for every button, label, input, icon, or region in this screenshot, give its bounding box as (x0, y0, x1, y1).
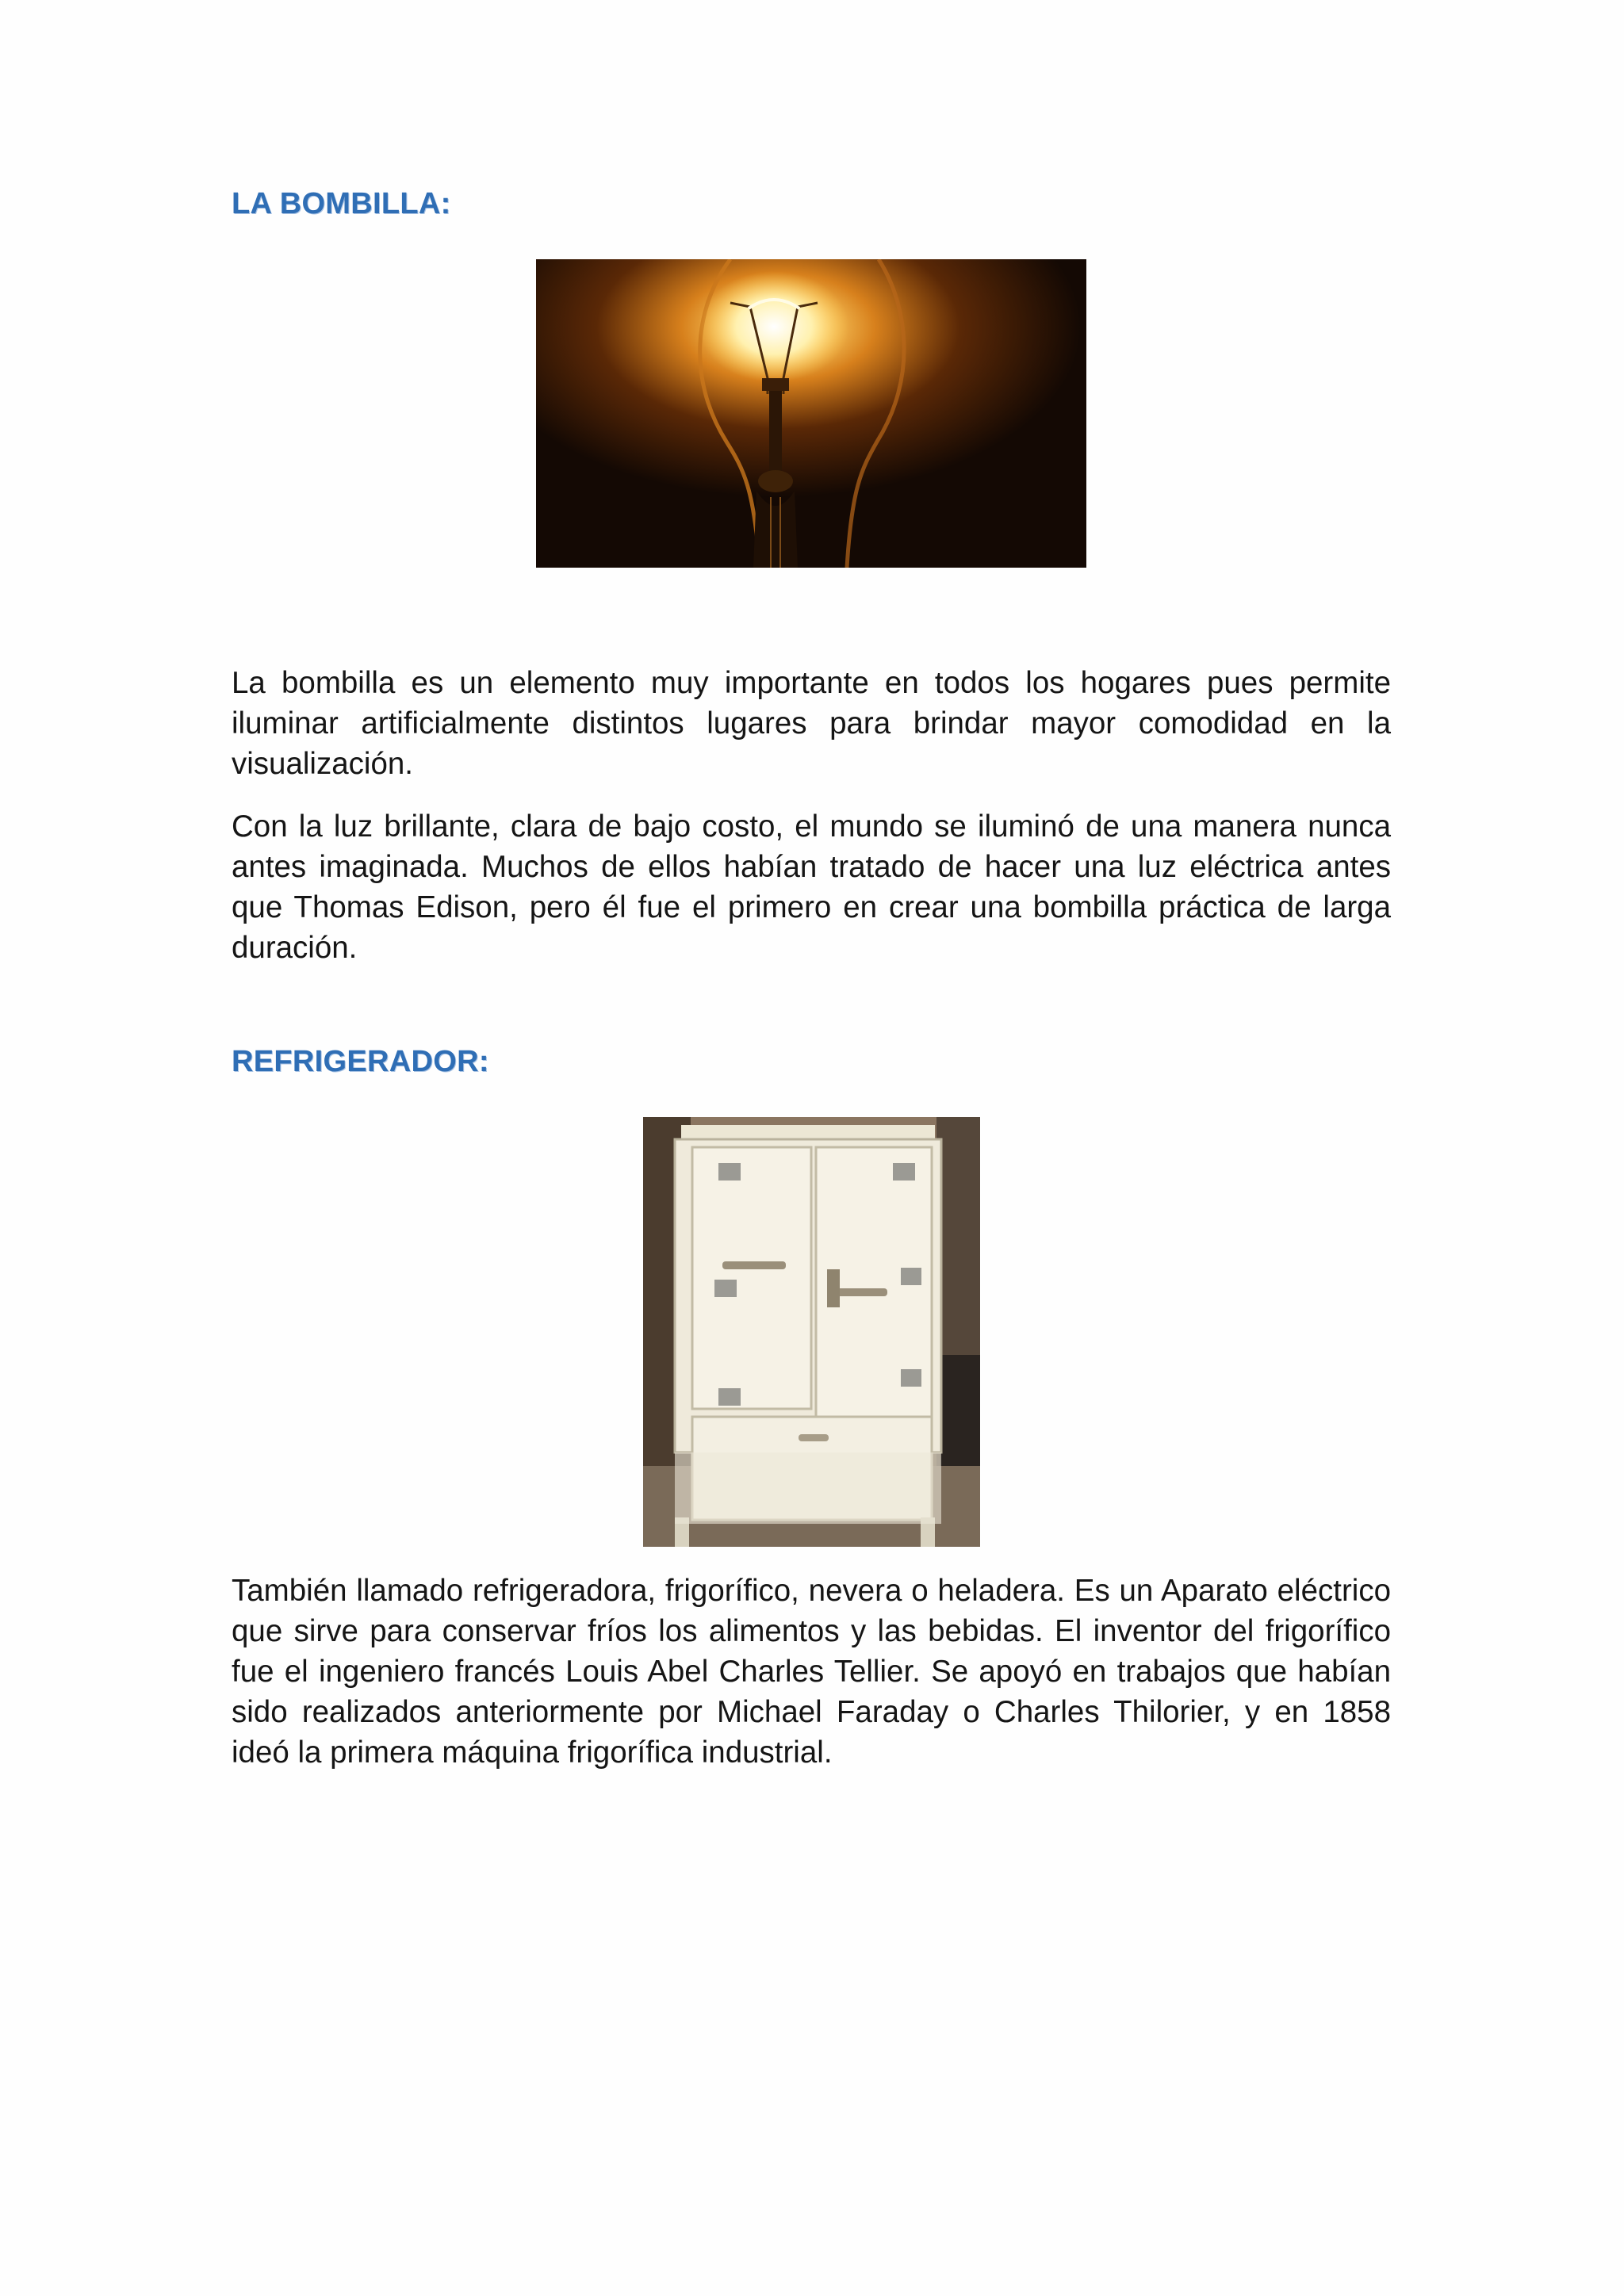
section-heading-bombilla: LA BOMBILLA: (232, 187, 451, 220)
light-bulb-illustration (536, 259, 1086, 568)
vintage-refrigerator-photo (643, 1117, 980, 1547)
paragraph-refrigerador: También llamado refrigeradora, frigorífico, nevera o heladera. Es un Aparato eléctrico que sirve para conservar fríos los alimentos y las bebidas. El inventor del frigorífico fue el ingeniero francés Louis Abel Charles Tellier. Se apoyó en trabajos que habían sido realizados anteriormente por Michael Faraday o Charles Thilorier, y en 1858 ideó la primera máquina frigorífica industrial. (232, 1574, 1391, 1770)
paragraph-bombilla-1: La bombilla es un elemento muy importante en todos los hogares pues permite iluminar artificialmente distintos lugares para brindar mayor comodidad en la visualización. (232, 666, 1391, 781)
refrigerator-illustration (643, 1117, 980, 1547)
paragraph-bombilla-2: Con la luz brillante, clara de bajo costo, el mundo se iluminó de una manera nunca antes imaginada. Muchos de ellos habían tratado de hacer una luz eléctrica antes que Thomas Edison, pero él fue el primero en crear una bombilla práctica de larga duración. (232, 809, 1391, 965)
light-bulb-photo (536, 259, 1086, 568)
section-heading-refrigerador: REFRIGERADOR: (232, 1045, 489, 1078)
